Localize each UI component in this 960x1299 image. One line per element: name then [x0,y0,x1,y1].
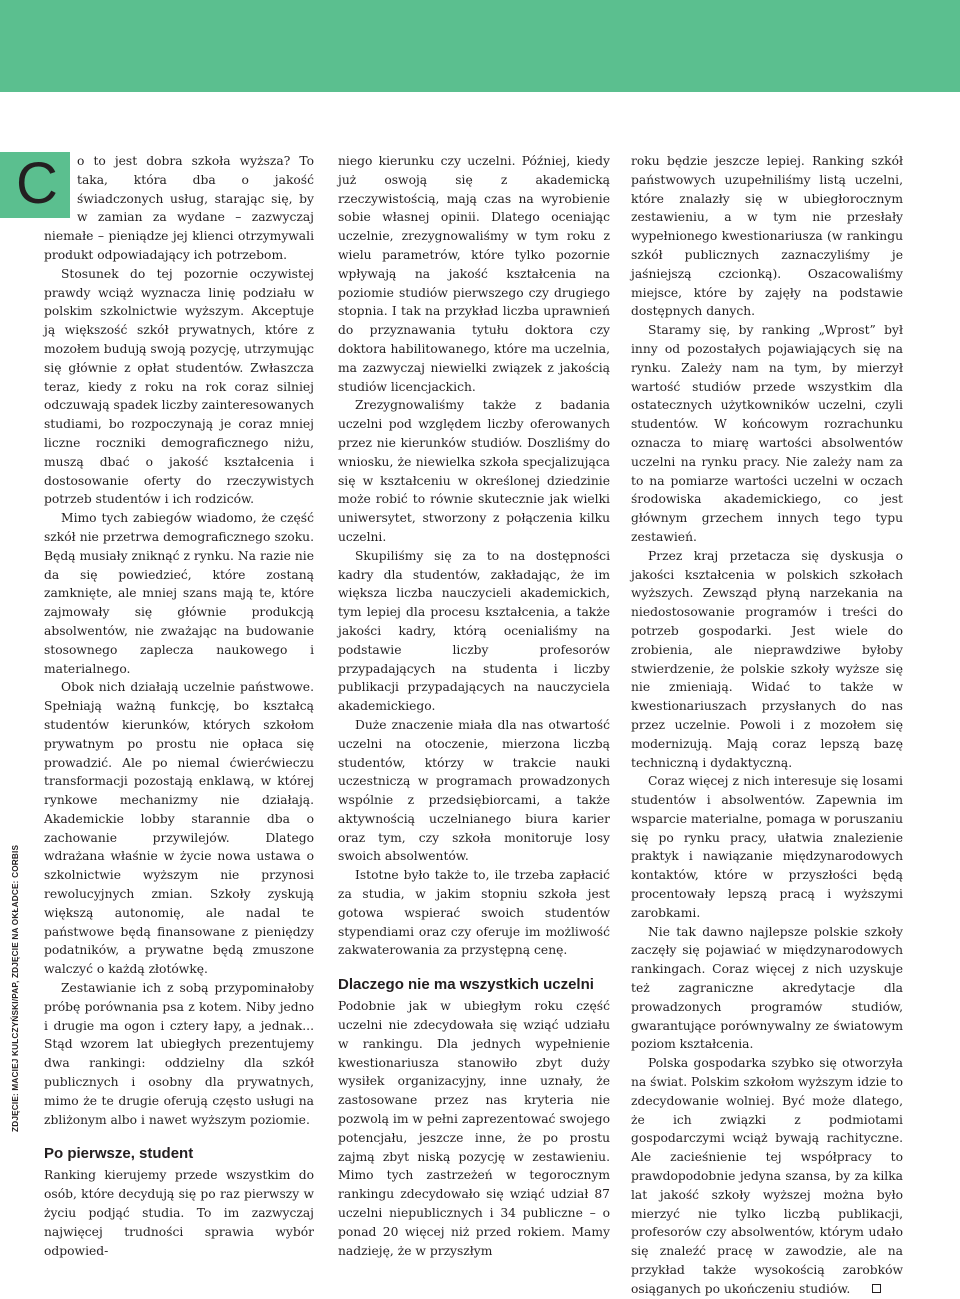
article-column-2 [338,152,610,1260]
paragraph: Istotne było także to, ile trzeba zapłacić za studia, w jakim stopniu szkoła jest gotowa wspierać swoich studentów stypendiami oraz czy oferuje im możliwość zakwaterowania za przystępną cenę. [338,868,610,958]
paragraph: Mimo tych zabiegów wiadomo, że część szkół nie przetrwa demograficznego szoku. Będą musiały zniknąć z rynku. Na razie nie da się powiedzieć, które zostaną zamknięte, ale mniej szans mają te, które zajmowały się głównie produkcją absolwentów, nie zważając na budowanie stosownego zaplecza naukowego i materialnego. [44,511,314,676]
paragraph: Skupiliśmy się za to na dostępności kadry dla studentów, zakładając, że im większa liczba nauczycieli akademickich, tym lepiej dla procesu kształcenia, a także jakości kadry, którą ocenialiśmy na podstawie liczby profesorów przypadających na studenta i liczby publikacji przypadających na nauczyciela akademickiego. [338,548,610,714]
paragraph: Stosunek do tej pozornie oczywistej prawdy wciąż wyznacza linię podziału w polskim szkolnictwie wyższym. Akceptuje ją większość szkół prywatnych, które z mozołem budują swoją pozycję, utrzymując się głównie z opłat studentów. Zwłaszcza teraz, kiedy z roku na rok coraz silniej odczuwają spadek liczby zainteresowanych studiami, bo rozpoczynają je coraz mniej liczne roczniki demograficznego niżu, muszą dbać o jakość kształcenia i dostosowanie oferty do rzeczywistych potrzeb studentów i ich rodziców. [44,266,314,507]
final-paragraph-text: Polska gospodarka szybko się otworzyła na świat. Polskim szkołom wyższym idzie to zdecydowanie wolniej. Być może dlatego, że ich związki z podmiotami gospodarczymi wciąż bywają rachityczne. Ale zacieśnienie tej współpracy to prawdopodobnie jedyna szansa, by za kilka lat jakość szkoły wyższej można było mierzyć nie tylko liczbą publikacji, profesorów czy absolwentów, którym udało się znaleźć pracę w zawodzie, ale na przykład także wysokością zarobków osiąganych po ukończeniu studiów. [631,1056,904,1296]
paragraph: Nie tak dawno najlepsze polskie szkoły zaczęły się pojawiać w międzynarodowych rankingach. Coraz więcej z nich uzyskuje też zagraniczne akredytacje dla prowadzonych programów studiów, gwarantujące porównywalny ze światowym poziom kształcenia. [631,924,903,1052]
paragraph: Zestawianie ich z sobą przypominałoby próbę porównania psa z kotem. Niby jedno i drugie ma ogon i cztery łapy, a jednak... Stąd wzorem lat ubiegłych prezentujemy dwa rankingi: oddzielny dla szkół publicznych i osobny dla prywatnych, mimo że te drugie oferują często usługi na zbliżonym albo i nawet wyższym poziomie. [44,981,314,1127]
paragraph: Duże znaczenie miała dla nas otwartość uczelni na otoczenie, mierzona liczbą studentów, którzy w trakcie nauki uczestniczą w programach prowadzonych wspólnie z przedsiębiorcami, a także aktywnością uczelnianego biura karier oraz tym, czy szkoła monitoruje losy swoich absolwentów. [338,717,610,864]
paragraph [631,1054,903,1298]
paragraph: Przez kraj przetacza się dyskusja o jakości kształcenia w polskich szkołach wyższych. Zewsząd płyną narzekania na niedostosowanie programów i treści do potrzeb gospodarki. Jest wiele do zrobienia, ale nieprawdziwe byłoby stwierdzenie, że polskie szkoły wyższe się nie zmieniają. Widać to także w kwestionariuszach przysłanych do nas przez uczelnie. Powoli i z mozołem się modernizują. Mają coraz lepszą bazę techniczną i dydaktyczną. [631,548,903,770]
paragraph: niego kierunku czy uczelni. Później, kiedy już oswoją się z akademicką rzeczywistością, mają czas na wyrobienie sobie własnej opinii. Dlatego oceniając uczelnie, zrezygnowaliśmy w tym roku z wielu parametrów, które tylko pozornie wpływają na jakość kształcenia na poziomie studiów pierwszego czy drugiego stopnia. I tak na przykład liczba uprawnień do przyznawania tytułu doktora czy doktora habilitowanego, które ma uczelnia, ma zazwyczaj niewielki związek z jakością studiów licencjackich. [338,154,610,394]
paragraph: roku będzie jeszcze lepiej. Ranking szkół państwowych uzupełniliśmy listą uczelni, które znalazły się w ubiegłorocznym zestawieniu, a w tym nie przesłały wypełnionego kwestionariusza (w rankingu szkół publicznych zaznaczyliśmy je jaśniejszą czcionką). Oszacowaliśmy miejsce, które by zajęły na podstawie dostępnych danych. [631,154,903,319]
drop-cap-letter: C [16,151,58,216]
end-of-article-square-icon [872,1284,881,1293]
paragraph: Podobnie jak w ubiegłym roku część uczelni nie zdecydowała się wziąć udziału w rankingu. Dla jednych wypełnienie kwestionariusza stanowiło zbyt duży wysiłek organizacyjny, inne uznały, że zastosowane przez nas kryteria nie pozwolą im w pełni zaprezentować swojego potencjału, jeszcze inne, że po prostu zajmą zbyt niską pozycję w zestawieniu. Mimo tych zastrzeżeń w tegorocznym rankingu zdecydowało się wziąć udział 87 uczelni niepublicznych i 34 publiczne – o ponad 20 więcej niż przed rokiem. Mamy nadzieję, że w przyszłym [338,999,610,1258]
paragraph: Zrezygnowaliśmy także z badania uczelni pod względem liczby oferowanych przez nie kierunków studiów. Doszliśmy do wniosku, że niewielka szkoła specjalizująca się w kształceniu w określonej dziedzinie może robić to równie skutecznie jak wielki uniwersytet, stworzony z połączenia kilku uczelni. [338,398,610,544]
photo-credit: ZDJĘCIE: MACIEJ KULCZYŃSKI/PAP, ZDJĘCIE NA OKŁADCE: CORBIS [11,844,20,1132]
top-color-band [0,0,960,92]
lead-paragraph: o to jest dobra szkoła wyższa? To taka, która dba o jakość świadczonych usług, starając się, by w zamian za wydane – zazwyczaj niemałe – pieniądze jej klienci otrzymywali produkt odpowiadający ich potrzebom. [44,154,314,262]
paragraph: Obok nich działają uczelnie państwowe. Spełniają ważną funkcję, bo kształcą studentów kierunków, których szkołom prywatnym po prostu nie opłaca się prowadzić. Ale po niemal ćwierćwieczu transformacji pozostają enklawą, w której rynkowe mechanizmy nie działają. Akademickie lobby starannie dba o zachowanie przywilejów. Dlatego wdrażana właśnie w życie nowa ustawa o szkolnictwie wyższym nie przynosi rewolucyjnych zmian. Szkoły zyskują większą autonomię, ale nadal te państwowe będą finansowane z pieniędzy podatników, a prywatne będą zmuszone walczyć o każdą złotówkę. [44,680,314,977]
drop-cap [0,152,70,218]
paragraph: Ranking kierujemy przede wszystkim do osób, które decydują się po raz pierwszy w życiu podjąć studia. To im zazwyczaj najwięcej trudności sprawia wybór odpowied- [44,1168,314,1258]
subheading: Po pierwsze, student [44,1145,194,1163]
paragraph: Staramy się, by ranking „Wprost” był inny od pozostałych pojawiających się na rynku. Zależy nam na tym, by mierzył wartość studiów przede wszystkim dla ostatecznych użytkowników uczelni, czyli studentów. W końcowym rozrachunku oznacza to miarę wartości absolwentów uczelni na rynku pracy. Nie zależy nam za to na pomiarze wartości uczelni w oczach środowiska akademickiego, co jest głównym grzechem innych tego typu zestawień. [631,323,903,544]
subheading: Dlaczego nie ma wszystkich uczelni [338,976,594,994]
article-column-3 [631,152,903,1299]
article-column-1 [16,151,314,1260]
paragraph: Coraz więcej z nich interesuje się losami studentów i absolwentów. Zapewnia im wsparcie materialne, pomaga w poruszaniu się po rynku pracy, ułatwia znalezienie praktyk i nawiązanie międzynarodowych kontaktów, które w przyszłości będą procentowały lepszą pracą i wyższymi zarobkami. [631,774,904,920]
